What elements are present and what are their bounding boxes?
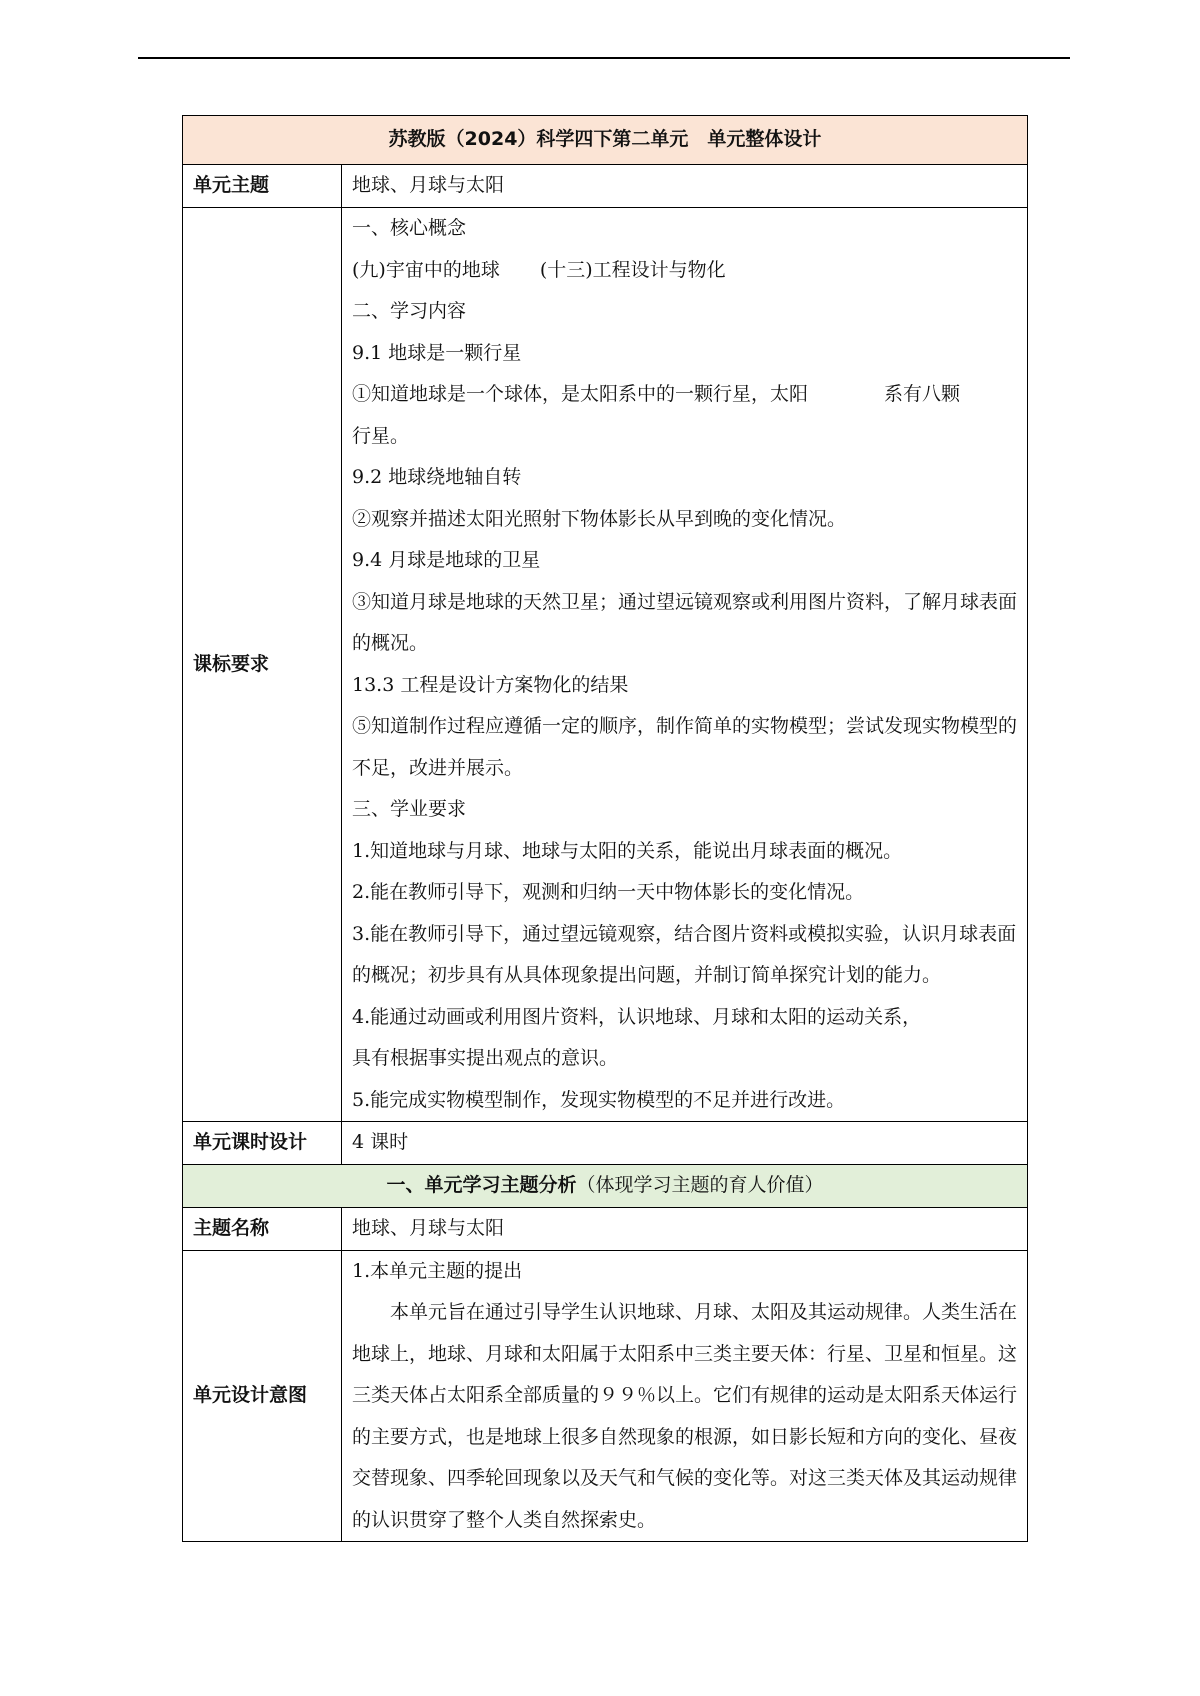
text-line: 3.能在教师引导下，通过望远镜观察，结合图片资料或模拟实验，认识月球表面的概况；初步具有从具体现象提出问题，并制订简单探究计划的能力。 xyxy=(352,922,1017,986)
row-unit-theme xyxy=(183,165,1028,208)
row-curriculum xyxy=(183,208,1028,1122)
text-line: ⑤知道制作过程应遵循一定的顺序，制作简单的实物模型；尝试发现实物模型的不足，改进并展示。 xyxy=(352,715,1018,779)
text-line: 二、学习内容 xyxy=(352,300,467,322)
text-line: ③知道月球是地球的天然卫星；通过望远镜观察或利用图片资料，了解月球表面的概况。 xyxy=(352,590,1018,654)
text-line: 1.知道地球与月球、地球与太阳的关系，能说出月球表面的概况。 xyxy=(352,839,903,862)
text-line: 三、学业要求 xyxy=(352,798,467,820)
row-label: 单元课时设计 xyxy=(183,1122,342,1165)
text-line: 4.能通过动画或利用图片资料，认识地球、月球和太阳的运动关系， xyxy=(352,1005,922,1028)
table-title: 苏教版（2024）科学四下第二单元 单元整体设计 xyxy=(183,116,1028,165)
text-line: 具有根据事实提出观点的意识。 xyxy=(352,1047,619,1069)
row-value: 地球、月球与太阳 xyxy=(342,1207,1028,1250)
text-line: ①知道地球是一个球体，是太阳系中的一颗行星，太阳 系有八颗 xyxy=(352,383,961,405)
row-lesson-design xyxy=(183,1122,1028,1165)
text-line: 13.3 工程是设计方案物化的结果 xyxy=(352,673,629,696)
row-value: 4 课时 xyxy=(342,1122,1028,1165)
row-topic-name xyxy=(183,1207,1028,1250)
section-heading: 一、单元学习主题分析（体现学习主题的育人价值） xyxy=(183,1165,1028,1208)
text-line: ②观察并描述太阳光照射下物体影长从早到晚的变化情况。 xyxy=(352,507,847,530)
text-line: (九)宇宙中的地球 (十三)工程设计与物化 xyxy=(352,258,726,281)
text-line: 行星。 xyxy=(352,424,410,447)
row-value: 地球、月球与太阳 xyxy=(342,165,1028,208)
row-label: 课标要求 xyxy=(183,208,342,1122)
page-header-rule xyxy=(138,57,1070,59)
text-line: 5.能完成实物模型制作，发现实物模型的不足并进行改进。 xyxy=(352,1088,846,1111)
text-heading: 1.本单元主题的提出 xyxy=(352,1259,523,1282)
row-label: 单元设计意图 xyxy=(183,1250,342,1542)
text-line: 2.能在教师引导下，观测和归纳一天中物体影长的变化情况。 xyxy=(352,881,865,903)
text-line: 一、核心概念 xyxy=(352,217,467,239)
row-section-heading xyxy=(183,1165,1028,1208)
text-line: 9.4 月球是地球的卫星 xyxy=(352,549,541,571)
text-line: 9.1 地球是一颗行星 xyxy=(352,341,522,364)
unit-design-table xyxy=(182,115,1028,1542)
curriculum-content xyxy=(342,208,1028,1122)
text-line: 9.2 地球绕地轴自转 xyxy=(352,466,522,488)
row-design-intent xyxy=(183,1250,1028,1542)
paragraph: 本单元旨在通过引导学生认识地球、月球、太阳及其运动规律。人类生活在地球上，地球、月球和太阳属于太阳系中三类主要天体：行星、卫星和恒星。这三类天体占太阳系全部质量的９９％以上。它们有规律的运动是太阳系天体运行的主要方式，也是地球上很多自然现象的根源，如日影长短和方向的变化、昼夜交替现象、四季轮回现象以及天气和气候的变化等。对这三类天体及其运动规律的认识贯穿了整个人类自然探索史。 xyxy=(352,1301,1018,1531)
design-intent-content xyxy=(342,1250,1028,1542)
row-label: 单元主题 xyxy=(183,165,342,208)
row-label: 主题名称 xyxy=(183,1207,342,1250)
